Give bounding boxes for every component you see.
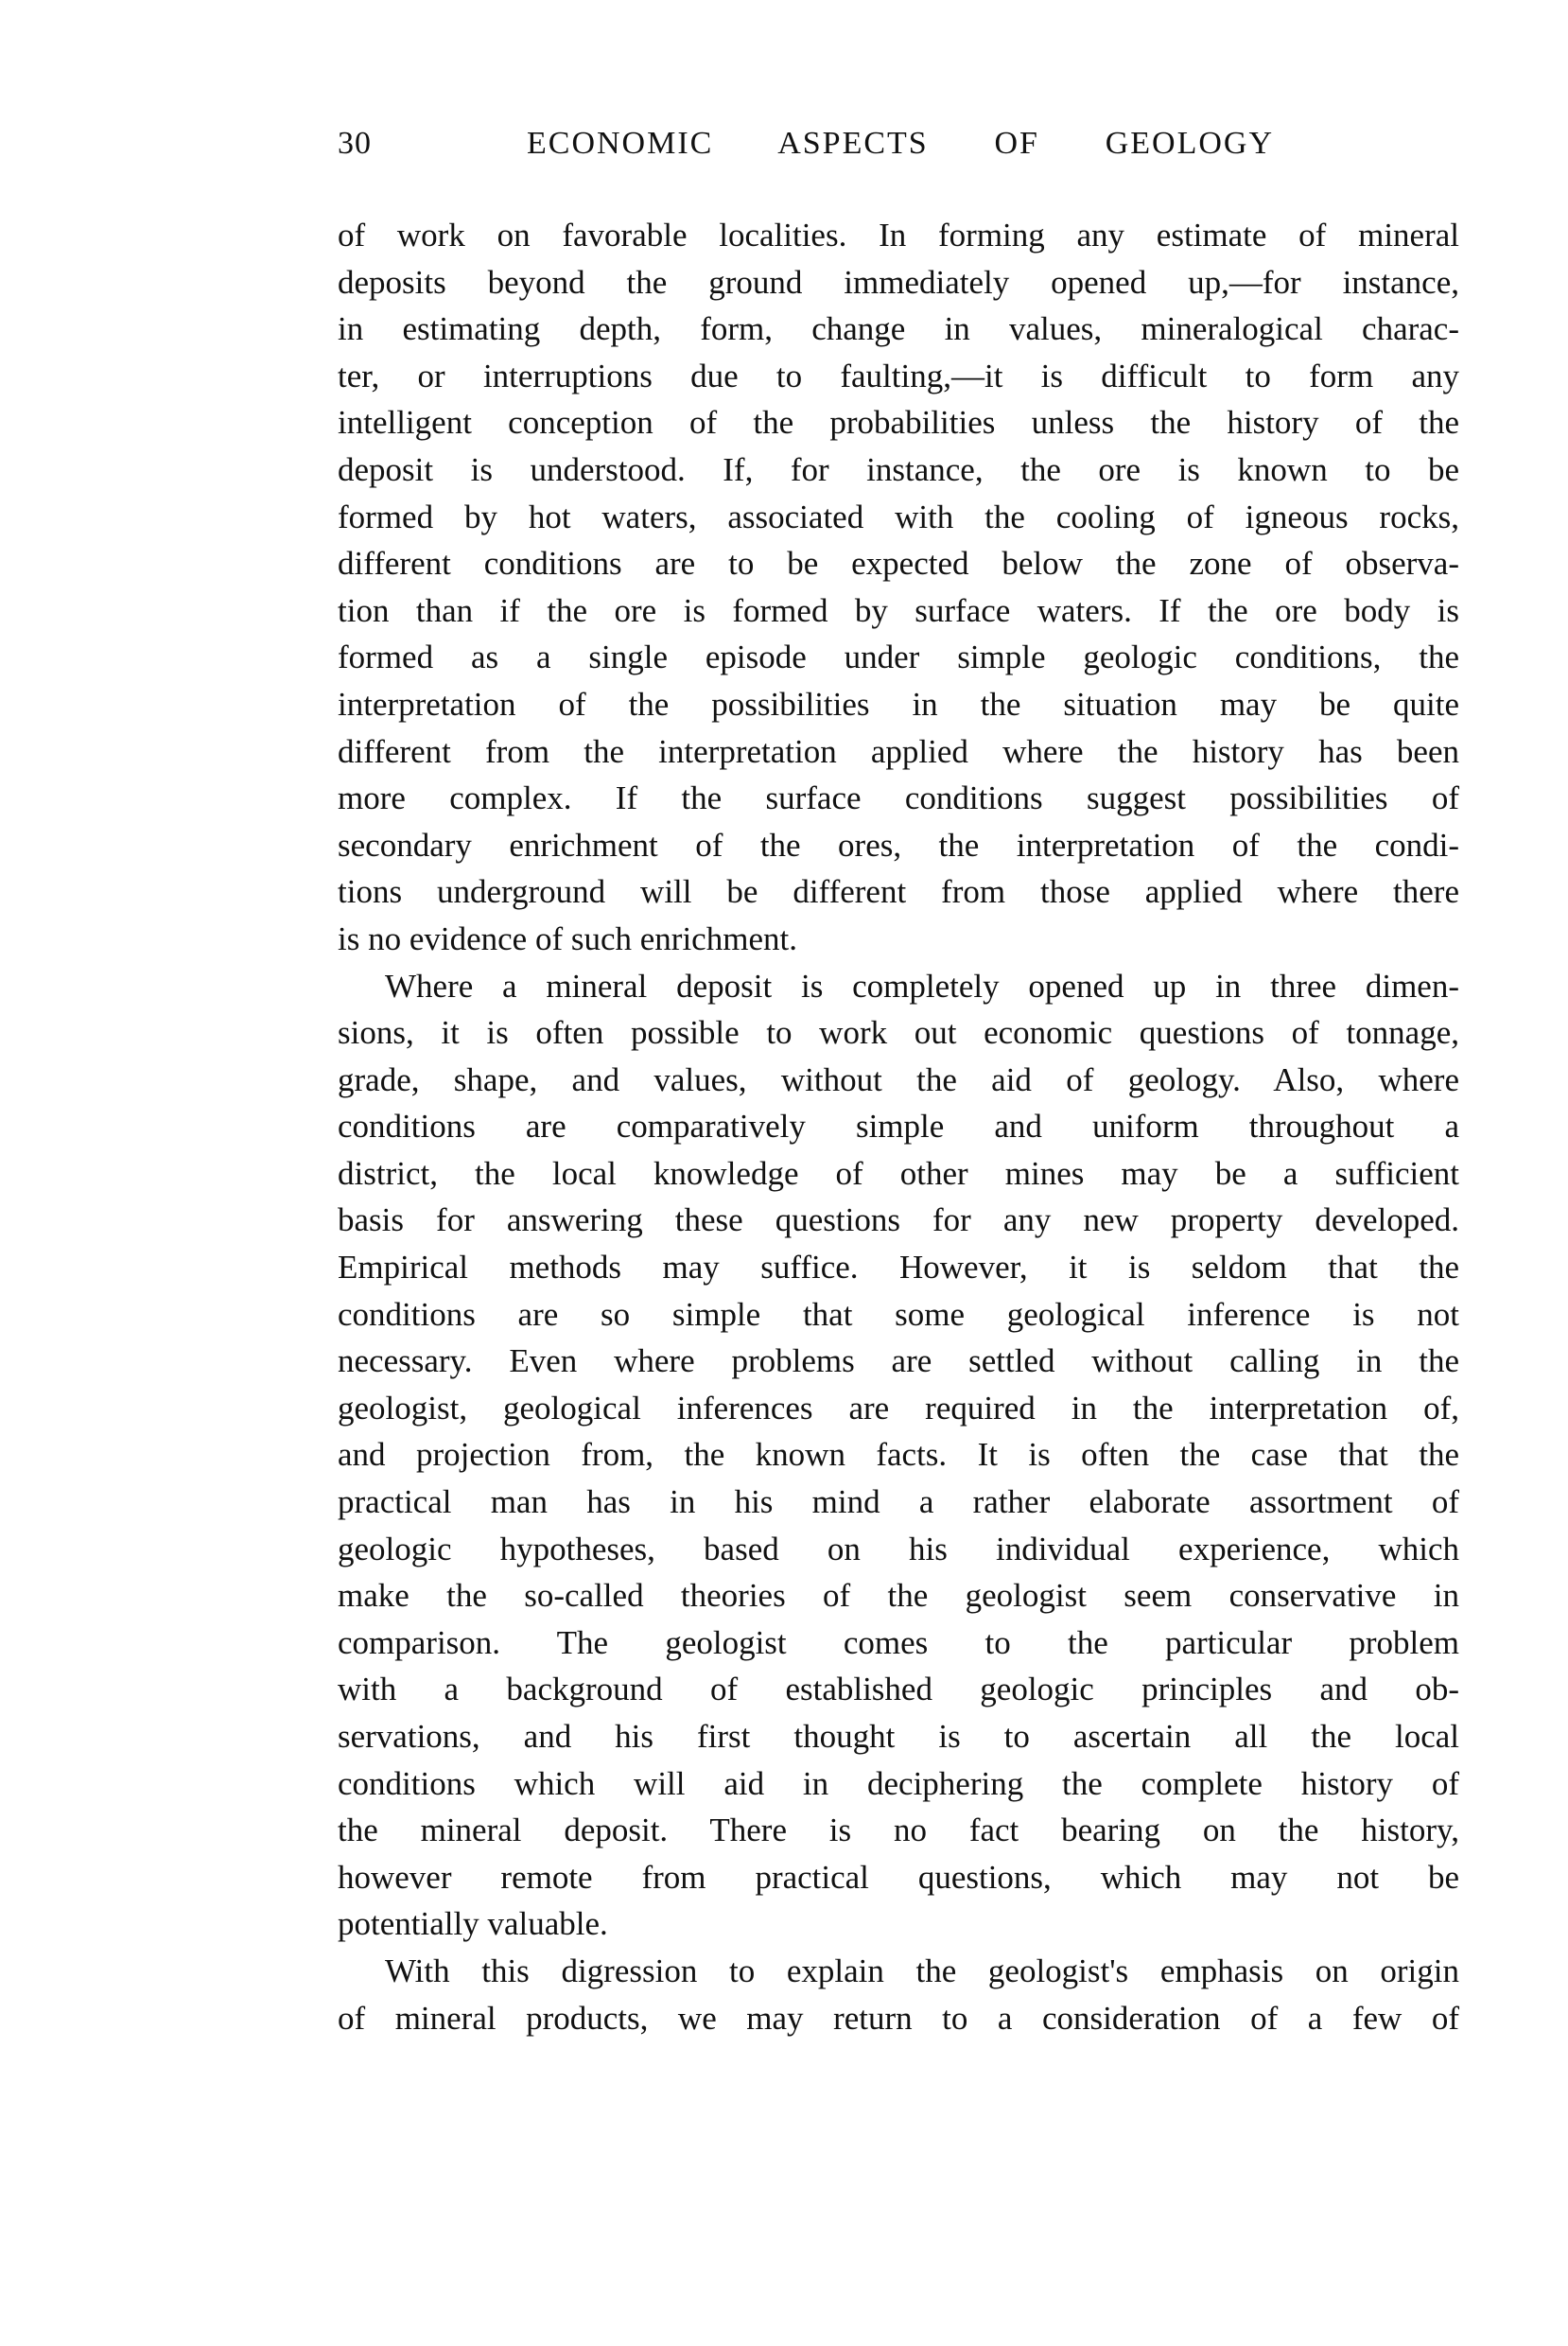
text-line: Empirical methods may suffice. However, it is seldom that the bbox=[338, 1249, 1459, 1287]
text-line: servations, and his first thought is to ascertain all the local bbox=[338, 1718, 1459, 1755]
text-line: Where a mineral deposit is completely opened up in three dimen- bbox=[385, 967, 1459, 1005]
text-line: deposits beyond the ground immediately opened up,—for instance, bbox=[338, 263, 1459, 301]
text-line: conditions are comparatively simple and uniform throughout a bbox=[338, 1108, 1459, 1146]
paragraph-2 bbox=[338, 963, 1459, 1948]
page-number: 30 bbox=[338, 126, 372, 161]
text-line: potentially valuable. bbox=[338, 1905, 608, 1943]
text-line: deposit is understood. If, for instance, the ore is known to be bbox=[338, 450, 1459, 488]
text-line: grade, shape, and values, without the aid of geology. Also, where bbox=[338, 1060, 1459, 1098]
text-line: different conditions are to be expected below the zone of observa- bbox=[338, 545, 1459, 583]
text-line: ter, or interruptions due to faulting,—it is difficult to form any bbox=[338, 357, 1459, 394]
text-line: more complex. If the surface conditions suggest possibilities of bbox=[338, 779, 1459, 817]
text-line: and projection from, the known facts. It is often the case that the bbox=[338, 1436, 1459, 1474]
text-line: sions, it is often possible to work out economic questions of tonnage, bbox=[338, 1014, 1459, 1052]
text-line: in estimating depth, form, change in values, mineralogical charac- bbox=[338, 310, 1459, 348]
text-line: tion than if the ore is formed by surface waters. If the ore body is bbox=[338, 591, 1459, 629]
text-line: the mineral deposit. There is no fact bearing on the history, bbox=[338, 1812, 1459, 1849]
text-line: necessary. Even where problems are settled without calling in the bbox=[338, 1342, 1459, 1380]
text-line: geologic hypotheses, based on his individual experience, which bbox=[338, 1530, 1459, 1567]
text-line: basis for answering these questions for any new property developed. bbox=[338, 1201, 1459, 1239]
running-title: ECONOMIC ASPECTS OF GEOLOGY bbox=[527, 126, 1274, 161]
text-line: formed by hot waters, associated with the cooling of igneous rocks, bbox=[338, 498, 1459, 535]
text-line: tions underground will be different from those applied where there bbox=[338, 873, 1459, 911]
body-text bbox=[338, 212, 1459, 2041]
text-line: practical man has in his mind a rather elaborate assortment of bbox=[338, 1483, 1459, 1521]
text-line: make the so-called theories of the geologist seem conservative in bbox=[338, 1577, 1459, 1615]
text-line: conditions are so simple that some geological inference is not bbox=[338, 1295, 1459, 1333]
text-line: with a background of established geologic principles and ob- bbox=[338, 1671, 1459, 1708]
text-line: of work on favorable localities. In forming any estimate of mineral bbox=[338, 217, 1459, 254]
text-line: of mineral products, we may return to a consideration of a few of bbox=[338, 1999, 1459, 2037]
text-line: interpretation of the possibilities in the situation may be quite bbox=[338, 685, 1459, 723]
text-line: conditions which will aid in deciphering the complete history of bbox=[338, 1764, 1459, 1802]
running-head bbox=[338, 125, 1459, 163]
text-line: different from the interpretation applied where the history has been bbox=[338, 732, 1459, 770]
text-line: geologist, geological inferences are required in the interpretation of, bbox=[338, 1389, 1459, 1427]
text-line: comparison. The geologist comes to the particular problem bbox=[338, 1623, 1459, 1661]
text-line: however remote from practical questions, which may not be bbox=[338, 1858, 1459, 1896]
text-line: is no evidence of such enrichment. bbox=[338, 919, 797, 957]
paragraph-3 bbox=[338, 1948, 1459, 2041]
paragraph-1 bbox=[338, 212, 1459, 963]
text-line: district, the local knowledge of other mines may be a sufficient bbox=[338, 1154, 1459, 1192]
text-line: intelligent conception of the probabilities unless the history of the bbox=[338, 404, 1459, 442]
text-line: secondary enrichment of the ores, the interpretation of the condi- bbox=[338, 826, 1459, 864]
text-line: With this digression to explain the geologist's emphasis on origin bbox=[385, 1952, 1459, 1989]
text-line: formed as a single episode under simple geologic conditions, the bbox=[338, 639, 1459, 676]
